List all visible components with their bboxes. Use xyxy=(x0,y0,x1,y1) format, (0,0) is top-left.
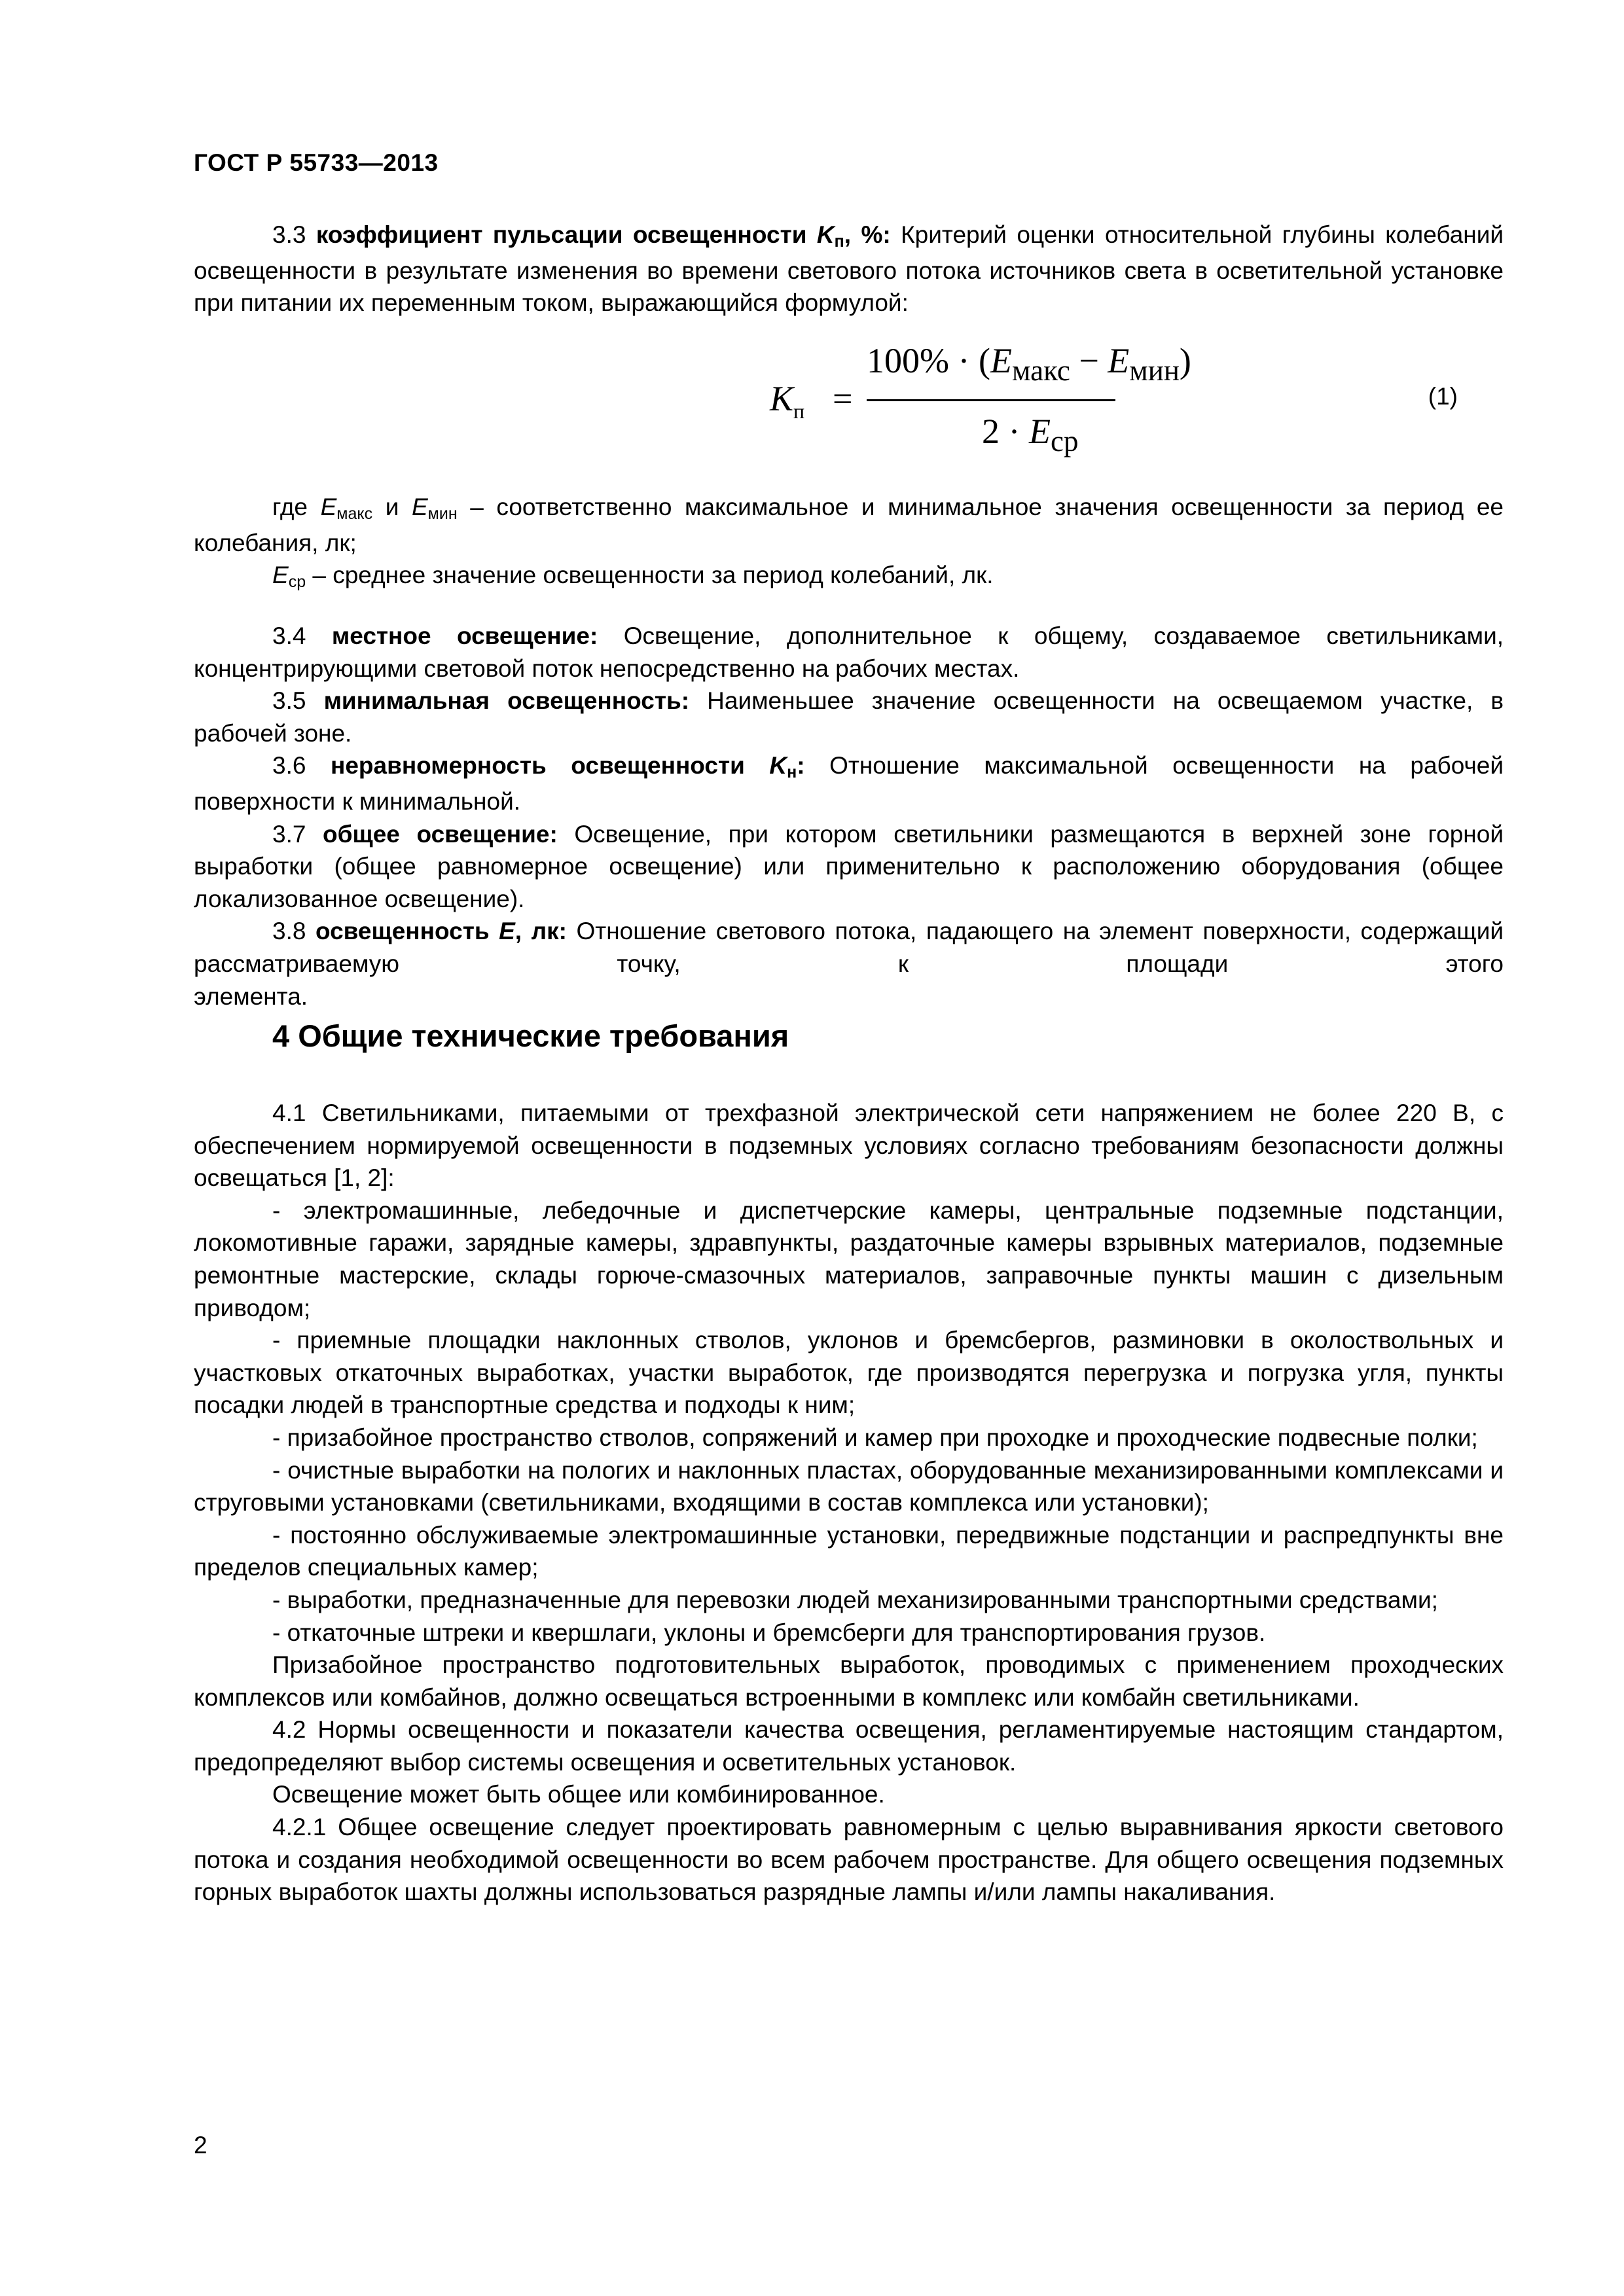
definition-3-8: 3.8 освещенность E, лк: Отношение светового потока, падающего на элемент поверхности, содержащий рассматриваемую точку, к площади этого xyxy=(194,918,1504,977)
page-number: 2 xyxy=(194,2132,208,2159)
section-heading: 4 Общие технические требования xyxy=(272,1018,789,1053)
definition-3-6: 3.6 неравномерность освещенности $K_н$: Отношение максимальной освещенности на рабочей поверхности к минимальной. xyxy=(194,752,1504,815)
term-symbol-sub: п xyxy=(834,232,844,251)
paragraph: Призабойное пространство подготовительных выработок, проводимых с применением проходческих комплексов или комбайнов, должно освещаться встроенными в комплекс или комбайн светильниками. xyxy=(194,1651,1504,1711)
term-unit: %: xyxy=(861,221,891,248)
definition-3-4: 3.4 местное освещение: Освещение, дополнительное к общему, создаваемое светильниками, концентрирующими световой поток непосредственно на рабочих местах. xyxy=(194,622,1504,682)
e-max-symbol: $E_{макс}$ xyxy=(320,493,373,523)
definition-3-3: 3.3 коэффициент пульсации освещенности $K_п$, %: Критерий оценки относительной глубины колебаний освещенности в результате изменения во времени светового потока источников света в осветительной установке при питании их переменным током, выражающийся формулой: xyxy=(194,221,1504,317)
document-code: ГОСТ Р 55733—2013 xyxy=(194,149,439,176)
definition-number: 3.3 xyxy=(272,221,306,248)
list-item: - выработки, предназначенные для перевозки людей механизированными транспортными средствами; xyxy=(272,1586,1438,1613)
paragraph: Освещение может быть общее или комбинированное. xyxy=(272,1781,885,1808)
list-item: - призабойное пространство стволов, сопряжений и камер при проходке и проходческие подвесные полки; xyxy=(272,1424,1478,1451)
definitions-list xyxy=(194,620,1504,1013)
fraction-line xyxy=(867,399,1115,401)
formula-number: (1) xyxy=(1428,383,1458,410)
formula-lhs-symbol: K xyxy=(770,379,794,418)
definition-text: Критерий оценки относительной глубины колебаний освещенности в результате изменения во времени светового потока источников света в осветительной установке при питании их переменным током, выражающийся формулой: xyxy=(194,221,1504,317)
e-min-symbol: $E_{мин}$ xyxy=(411,493,458,523)
list-item: - откаточные штреки и квершлаги, уклоны и бремсберги для транспортирования грузов. xyxy=(272,1619,1266,1646)
paragraph: 4.1 Светильниками, питаемыми от трехфазной электрической сети напряжением не более 220 В, с обеспечением нормируемой освещенности в подземных условиях согласно требованиям безопасности должны освещаться [1, 2]: xyxy=(194,1100,1504,1192)
list-item: - приемные площадки наклонных стволов, уклонов и бремсбергов, разминовки в околоствольных и участковых откаточных выработках, участки выработок, где производятся перегрузка и погрузка угля, пункты посадки людей в транспортные средства и подходы к ним; xyxy=(194,1327,1504,1419)
formula-explanation: где $E_{макс}$ и $E_{мин}$ – соответственно максимальное и минимальное значения освещенности за период ее колебания, лк; $E_{ср}$ – среднее значение освещенности за период колебаний, лк. xyxy=(194,493,1504,592)
formula-numerator: $100\% \cdot (E_{макс} - E_{мин})$ xyxy=(867,341,1191,387)
section-4-body xyxy=(194,1097,1504,1909)
paragraph: 4.2.1 Общее освещение следует проектировать равномерным с целью выравнивания яркости светового потока и создания необходимой освещенности во всем рабочем пространстве. Для общего освещения подземных горных выработок шахты должны использоваться разрядные лампы и/или лампы накаливания. xyxy=(194,1814,1504,1906)
term-symbol: K xyxy=(816,221,835,248)
formula-denominator: $2 \cdot E_{ср}$ xyxy=(982,412,1079,457)
paragraph: 4.2 Нормы освещенности и показатели качества освещения, регламентируемые настоящим стандартом, предопределяют выбор системы освещения и осветительных установок. xyxy=(194,1716,1504,1776)
list-item: - постоянно обслуживаемые электромашинные установки, передвижные подстанции и распредпункты вне пределов специальных камер; xyxy=(194,1521,1504,1581)
definition-3-5: 3.5 минимальная освещенность: Наименьшее значение освещенности на освещаемом участке, в рабочей зоне. xyxy=(194,687,1504,747)
list-item: - очистные выработки на пологих и наклонных пластах, оборудованные механизированными комплексами и струговыми установками (светильниками, входящими в состав комплекса или установки); xyxy=(194,1456,1504,1516)
formula-pulsation xyxy=(194,321,1504,478)
definition-3-8-end: элемента. xyxy=(194,982,308,1010)
formula-lhs-sub: п xyxy=(793,399,805,423)
list-item: - электромашинные, лебедочные и диспетчерские камеры, центральные подземные подстанции, локомотивные гаражи, зарядные камеры, здравпункты, раздаточные камеры взрывных материалов, подземные ремонтные мастерские, склады горюче-смазочных материалов, заправочные пункты машин с дизельным приводом; xyxy=(194,1196,1504,1321)
e-avg-symbol: $E_{ср}$ xyxy=(272,562,306,592)
definition-term: коэффициент пульсации освещенности xyxy=(316,221,807,248)
formula-equals: = xyxy=(833,379,853,418)
definition-3-7: 3.7 общее освещение: Освещение, при котором светильники размещаются в верхней зоне горной выработки (общее равномерное освещение) или применительно к расположению оборудования (общее локализованное освещение). xyxy=(194,820,1504,912)
